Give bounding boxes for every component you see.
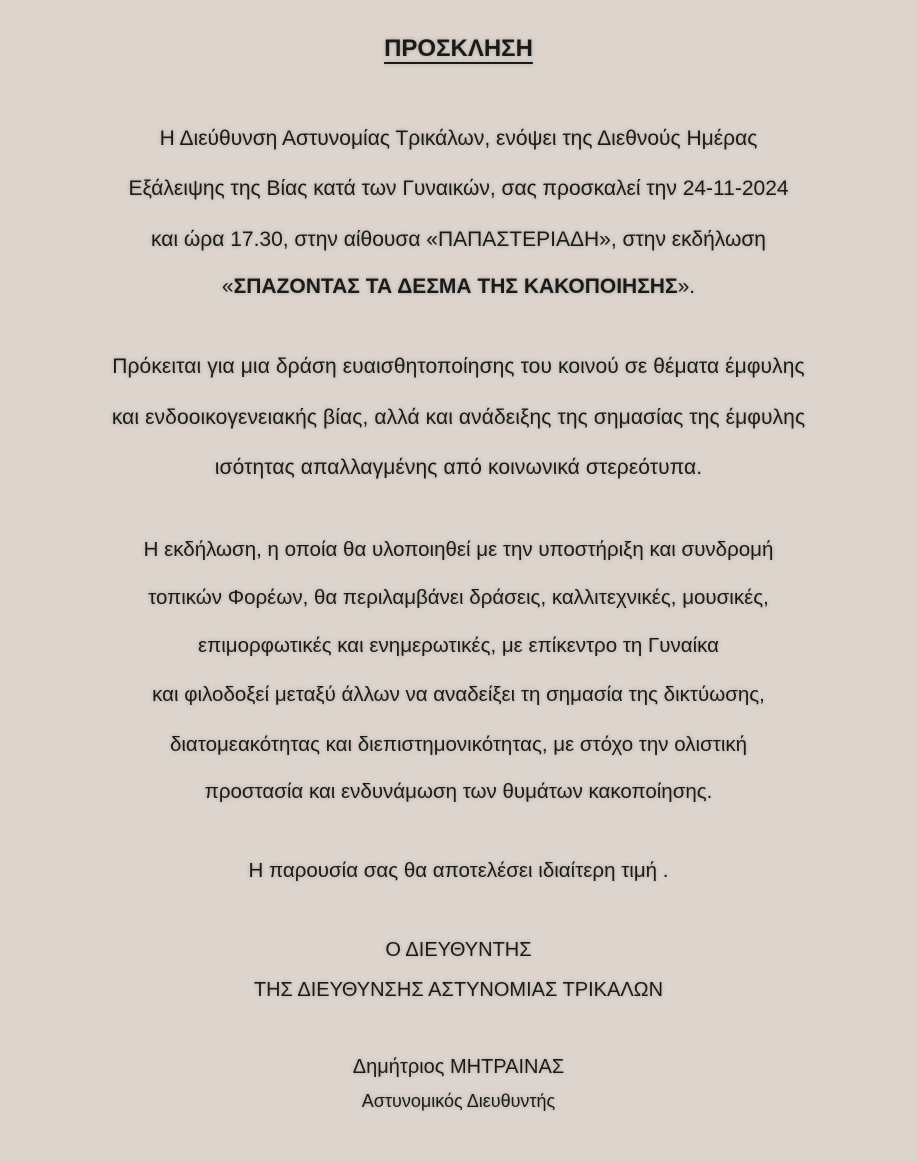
paragraph1-line1: Η Διεύθυνση Αστυνομίας Τρικάλων, ενόψει της Διεθνούς Ημέρας (159, 127, 758, 150)
event-close-quote: ». (677, 275, 696, 298)
paragraph2-line1: Πρόκειται για μια δράση ευαισθητοποίησης του κοινού σε θέματα έμφυλης (112, 355, 805, 378)
paragraph3-line5: διατομεακότητας και διεπιστημονικότητας, με στόχο την ολιστική (169, 733, 748, 756)
paragraph3-line2: τοπικών Φορέων, θα περιλαμβάνει δράσεις, καλλιτεχνικές, μουσικές, (148, 586, 769, 609)
event-open-quote: « (221, 275, 234, 298)
paragraph3-line3: επιμορφωτικές και ενημερωτικές, με επίκεντρο τη Γυναίκα (197, 634, 720, 657)
signature-role-line2: ΤΗΣ ΔΙΕΥΘΥΝΣΗΣ ΑΣΤΥΝΟΜΙΑΣ ΤΡΙΚΑΛΩΝ (253, 979, 664, 1001)
paragraph3-line4: και φιλοδοξεί μεταξύ άλλων να αναδείξει τη σημασία της δικτύωσης, (152, 683, 765, 706)
signatory-rank: Αστυνομικός Διευθυντής (361, 1091, 556, 1111)
event-name-line (0, 272, 917, 302)
paragraph2-line2: και ενδοοικογενειακής βίας, αλλά και ανάδειξης της σημασίας της έμφυλης (111, 406, 806, 429)
closing-remark: Η παρουσία σας θα αποτελέσει ιδιαίτερη τιμή . (248, 859, 669, 882)
signatory-name: Δημήτριος ΜΗΤΡΑΙΝΑΣ (352, 1056, 565, 1078)
document-title: ΠΡΟΣΚΛΗΣΗ (384, 35, 533, 62)
event-name: ΣΠΑΖΟΝΤΑΣ ΤΑ ΔΕΣΜΑ ΤΗΣ ΚΑΚΟΠΟΙΗΣΗΣ (233, 275, 678, 298)
paragraph1-line3: και ώρα 17.30, στην αίθουσα «ΠΑΠΑΣΤΕΡΙΑΔΗ», στην εκδήλωση (151, 228, 766, 251)
paragraph3-line1: Η εκδήλωση, η οποία θα υλοποιηθεί με την υποστήριξη και συνδρομή (143, 538, 774, 561)
paragraph1-line2: Εξάλειψης της Βίας κατά των Γυναικών, σας προσκαλεί την 24-11-2024 (128, 177, 789, 200)
paragraph2-line3: ισότητας απαλλαγμένης από κοινωνικά στερεότυπα. (214, 456, 703, 479)
signature-role-line1: Ο ΔΙΕΥΘΥΝΤΗΣ (385, 939, 532, 961)
paragraph3-line6: προστασία και ενδυνάμωση των θυμάτων κακοποίησης. (204, 780, 713, 803)
